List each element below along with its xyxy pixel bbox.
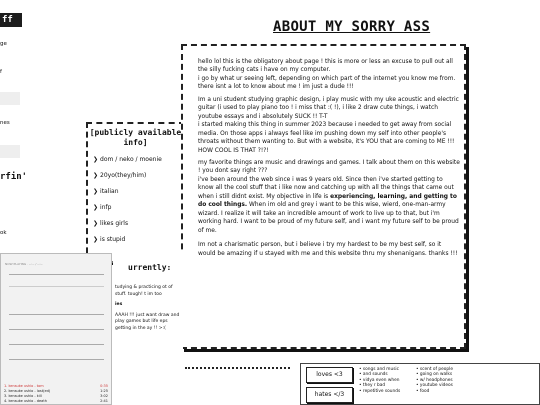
chevron-right-icon: ❯: [93, 172, 99, 179]
currently-title: urrently:: [128, 263, 172, 272]
currently-text: tudying & practicing ot of stuff. tough! t im too ies AAAH !!! just want draw and play games but life eps getting in the ay !! >:(: [115, 285, 180, 331]
chevron-right-icon: ❯: [93, 220, 99, 227]
sidebar-link[interactable]: nes: [0, 120, 10, 126]
music-player[interactable]: [0, 253, 112, 405]
loves-button[interactable]: loves <3: [306, 367, 353, 383]
playlist: [4, 384, 108, 404]
dotted-divider: [185, 367, 290, 369]
sidebar-link[interactable]: f: [0, 69, 2, 75]
player-volume-bar[interactable]: [9, 286, 104, 287]
loves-list: • scent of people • going on walks • w/ headphones • youtube videos • food: [416, 367, 453, 394]
sidebar-highlight: [0, 92, 20, 105]
profile-item: ❯ infp: [93, 204, 112, 211]
profile-item: ❯ italian: [93, 188, 119, 195]
equalizer-line: [9, 314, 104, 315]
player-progress-bar[interactable]: [9, 274, 104, 275]
sidebar-link[interactable]: ok: [0, 230, 7, 236]
equalizer-line: [9, 359, 104, 360]
chevron-right-icon: ❯: [93, 236, 99, 243]
currently-box: [113, 253, 183, 405]
page-title: ABOUT MY SORRY ASS: [273, 19, 431, 35]
sidebar-highlight: [0, 145, 20, 158]
equalizer-line: [9, 344, 104, 345]
about-text: [198, 58, 460, 262]
equalizer-line: [9, 329, 104, 330]
loves-list: • songs and music • and sounds • vidya even when • they r bad • repetitive sounds: [359, 367, 400, 394]
player-header: NOW PLAYING · --:-- / --:--: [5, 262, 43, 266]
about-paragraph: Im a uni student studying graphic design, i play music with my uke acoustic and electric guitar (i used to play piano too ! i miss that :( !), i like 2 draw cute things, i watch youtube essays and i absolutely SUCK !! T-T i started making this thing in summer 2023 because i needed to get away from social media. On those apps i always feel like im pushing down my self into other people's throats without them wanting to. But with a website, it's YOU that are coming to ME !!! HOW COOL IS THAT ?!?!: [198, 96, 459, 154]
profile-item: ❯ dom / neko / moenie: [93, 156, 162, 163]
about-box: [181, 44, 466, 349]
playlist-track[interactable]: 1. kensuke ushio - tom 0:35: [4, 384, 108, 388]
chevron-right-icon: ❯: [93, 204, 99, 211]
about-paragraph: Im not a charismatic person, but i believe i try my hardest to be my best self, so it would be amazing if u stayed with me and this website thru my shenanigans. thanks !!!: [198, 242, 458, 257]
profile-title: [publicly available info]: [89, 128, 182, 147]
about-paragraph: my favorite things are music and drawings and games. I talk about them on this website ! you dont say right ??? i've been around the web since i was 9 years old. Since then i've started getting to know all the cool stuff that i like now and catching up with all the things that came out when i still didnt exist. My objective in life is experiencing, learning, and getting to do cool things. When im old and grey i want to be this wise, wierd, one-man-army wizard. I realize it will take an incredible amount of work to live up to that, but i'm working hard. I want to be proud of my future self, and i want my future self to be proud of me.: [198, 159, 460, 234]
sidebar-heading-top: ff: [0, 13, 22, 27]
hates-button[interactable]: hates </3: [306, 387, 353, 403]
profile-info-box: [86, 122, 185, 263]
profile-item: ❯ likes girls: [93, 220, 129, 227]
sidebar-heading-mid: rfin': [0, 172, 28, 182]
playlist-track[interactable]: 3. kensuke ushio - kill 3:02: [4, 394, 108, 398]
about-emphasis: experiencing, learning, and getting to do cool things.: [198, 193, 457, 209]
about-paragraph: hello lol this is the obligatory about page ! this is more or less an excuse to pull out all the silly fucking cats i have on my computer. i go by what ur seeing left, depending on which part of the internet you know me from. there isnt a lot to know about me ! im just a dude !!!: [198, 59, 456, 91]
profile-item: ❯ 20yo(they/him): [93, 172, 147, 179]
loves-hates-box: [300, 363, 540, 405]
sidebar-link[interactable]: ge: [0, 41, 7, 47]
playlist-track[interactable]: 4. kensuke ushio - death 2:41: [4, 399, 108, 403]
chevron-right-icon: ❯: [93, 156, 99, 163]
profile-item: ❯ is stupid: [93, 236, 126, 243]
chevron-right-icon: ❯: [93, 188, 99, 195]
profile-list: [88, 155, 183, 251]
playlist-track[interactable]: 2. kensuke ushio - lost(ed) 1:25: [4, 389, 108, 393]
